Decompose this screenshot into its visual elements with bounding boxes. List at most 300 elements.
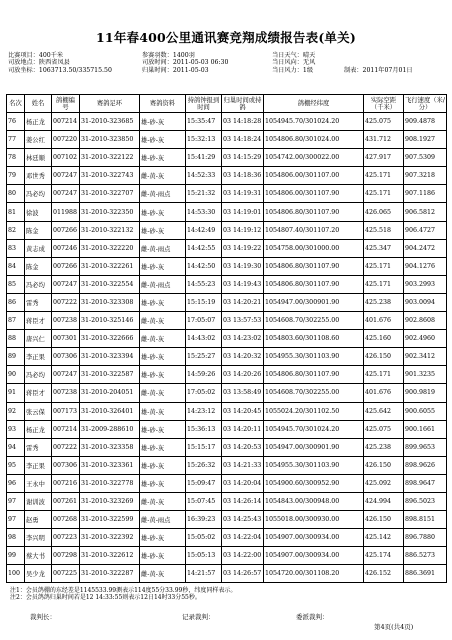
cell-distance: 401.676 <box>364 384 404 402</box>
cell-return-time: 03 14:18:36 <box>222 167 264 185</box>
table-row <box>7 456 447 474</box>
cell-rank: 83 <box>7 239 25 257</box>
cell-rank: 100 <box>7 565 25 583</box>
col-coords: 鸽棚经纬度 <box>264 95 364 113</box>
cell-bird-info: 雄-砂-灰 <box>140 529 186 547</box>
col-bird-info: 赛鸽资料 <box>140 95 186 113</box>
cell-ring: 31-2010-322707 <box>80 185 140 203</box>
cell-ring: 31-2010-323685 <box>80 113 140 131</box>
sig-commissioned-judge: 委派裁判： <box>296 613 329 621</box>
cell-rank: 90 <box>7 366 25 384</box>
cell-clock-time: 15:09:47 <box>186 474 222 492</box>
cell-name: 吴少龙 <box>25 565 52 583</box>
cell-coords: 1054806.80/301107.90 <box>264 275 364 293</box>
cell-loft-id: 007222 <box>52 438 80 456</box>
cell-ring: 31-2010-326401 <box>80 402 140 420</box>
cell-speed: 886.5273 <box>404 547 447 565</box>
col-return-time: 归巢时间或持鸽 <box>222 95 264 113</box>
table-row <box>7 257 447 275</box>
table-row <box>7 239 447 257</box>
cell-speed: 900.1661 <box>404 420 447 438</box>
cell-name: 姜公红 <box>25 131 52 149</box>
cell-rank: 96 <box>7 474 25 492</box>
cell-rank: 88 <box>7 330 25 348</box>
cell-ring: 31-2010-325146 <box>80 312 140 330</box>
cell-speed: 902.4960 <box>404 330 447 348</box>
cell-loft-id: 007301 <box>52 330 80 348</box>
col-clock-time: 持鸽钟报到时间 <box>186 95 222 113</box>
table-row <box>7 565 447 583</box>
cell-clock-time: 15:26:32 <box>186 456 222 474</box>
cell-speed: 907.1186 <box>404 185 447 203</box>
cell-distance: 425.518 <box>364 221 404 239</box>
cell-loft-id: 007216 <box>52 474 80 492</box>
cell-loft-id: 007306 <box>52 456 80 474</box>
cell-ring: 31-2010-322587 <box>80 366 140 384</box>
meta-release-coords: 司放坐标：1063713.50/335715.50 <box>8 66 112 74</box>
footnote-2: 注2：会员鸽鸽归巢时间若是12 14:33:55则表示12日14时33分55秒。 <box>10 594 201 601</box>
cell-distance: 425.075 <box>364 113 404 131</box>
cell-speed: 908.1927 <box>404 131 447 149</box>
cell-distance: 425.075 <box>364 420 404 438</box>
cell-return-time: 03 13:57:53 <box>222 312 264 330</box>
cell-rank: 92 <box>7 402 25 420</box>
cell-clock-time: 14:42:55 <box>186 239 222 257</box>
cell-ring: 31-2010-323358 <box>80 438 140 456</box>
cell-return-time: 03 14:15:29 <box>222 149 264 167</box>
col-name: 姓名 <box>25 95 52 113</box>
cell-return-time: 03 14:19:43 <box>222 275 264 293</box>
cell-rank: 97 <box>7 492 25 510</box>
table-row <box>7 131 447 149</box>
cell-ring: 31-2010-322350 <box>80 203 140 221</box>
cell-loft-id: 007225 <box>52 565 80 583</box>
cell-speed: 898.8151 <box>404 511 447 529</box>
cell-distance: 425.092 <box>364 474 404 492</box>
cell-bird-info: 雄-砂-灰 <box>140 474 186 492</box>
col-rank: 名次 <box>7 95 25 113</box>
footnotes <box>10 587 236 601</box>
cell-bird-info: 雄-砂-灰 <box>140 113 186 131</box>
cell-rank: 99 <box>7 547 25 565</box>
table-body <box>7 113 447 583</box>
cell-clock-time: 15:05:02 <box>186 529 222 547</box>
cell-coords: 1054806.80/301107.90 <box>264 257 364 275</box>
cell-rank: 79 <box>7 167 25 185</box>
cell-bird-info: 雌-黄-雨点 <box>140 511 186 529</box>
table-row <box>7 547 447 565</box>
cell-return-time: 03 14:21:33 <box>222 456 264 474</box>
col-ring: 赛鸽足环 <box>80 95 140 113</box>
cell-distance: 425.160 <box>364 330 404 348</box>
cell-clock-time: 14:53:30 <box>186 203 222 221</box>
cell-loft-id: 007266 <box>52 221 80 239</box>
cell-distance: 401.676 <box>364 312 404 330</box>
cell-coords: 1054806.80/301024.00 <box>264 131 364 149</box>
meta-entries: 参赛羽数：1400羽 <box>142 52 195 59</box>
cell-clock-time: 14:55:23 <box>186 275 222 293</box>
cell-name: 黄志成 <box>25 239 52 257</box>
table-row <box>7 529 447 547</box>
cell-return-time: 03 14:19:01 <box>222 203 264 221</box>
cell-return-time: 03 14:19:22 <box>222 239 264 257</box>
cell-name: 徐波 <box>25 203 52 221</box>
cell-loft-id: 007261 <box>52 492 80 510</box>
cell-rank: 89 <box>7 348 25 366</box>
cell-return-time: 03 14:18:24 <box>222 131 264 149</box>
cell-rank: 97 <box>7 511 25 529</box>
cell-name: 冯必均 <box>25 185 52 203</box>
table-row <box>7 420 447 438</box>
cell-bird-info: 雄-砂-灰 <box>140 438 186 456</box>
cell-coords: 1054945.70/301024.20 <box>264 420 364 438</box>
cell-clock-time: 14:59:26 <box>186 366 222 384</box>
cell-loft-id: 007222 <box>52 293 80 311</box>
cell-name: 林廷顺 <box>25 149 52 167</box>
cell-coords: 1054806.00/301107.90 <box>264 185 364 203</box>
cell-bird-info: 雌-黄-灰 <box>140 565 186 583</box>
cell-speed: 898.9647 <box>404 474 447 492</box>
cell-bird-info: 雌-黄-灰 <box>140 330 186 348</box>
cell-distance: 425.347 <box>364 239 404 257</box>
table-row <box>7 203 447 221</box>
cell-distance: 426.150 <box>364 511 404 529</box>
cell-name: 雷秀 <box>25 438 52 456</box>
cell-clock-time: 15:15:19 <box>186 293 222 311</box>
cell-ring: 31-2010-323269 <box>80 492 140 510</box>
cell-name: 李兴明 <box>25 529 52 547</box>
meta-release-time: 司放时间：2011-05-03 06:30 <box>142 59 229 67</box>
cell-coords: 1054803.60/301108.60 <box>264 330 364 348</box>
cell-bird-info: 雌-黄-灰 <box>140 384 186 402</box>
cell-distance: 431.712 <box>364 131 404 149</box>
cell-ring: 31-2010-322287 <box>80 565 140 583</box>
cell-clock-time: 15:25:27 <box>186 348 222 366</box>
cell-return-time: 03 14:22:04 <box>222 529 264 547</box>
cell-return-time: 03 14:19:12 <box>222 221 264 239</box>
meta-row-2 <box>8 59 444 66</box>
cell-name: 张云保 <box>25 402 52 420</box>
cell-bird-info: 雄-砂-灰 <box>140 131 186 149</box>
cell-bird-info: 雌-黄-雨点 <box>140 185 186 203</box>
cell-name: 赵勇 <box>25 511 52 529</box>
cell-clock-time: 14:23:12 <box>186 402 222 420</box>
cell-return-time: 03 14:22:00 <box>222 547 264 565</box>
cell-ring: 31-2010-204051 <box>80 384 140 402</box>
cell-coords: 1054945.70/301024.20 <box>264 113 364 131</box>
cell-return-time: 03 14:20:04 <box>222 474 264 492</box>
cell-distance: 426.152 <box>364 565 404 583</box>
cell-name: 冯必均 <box>25 366 52 384</box>
table-row <box>7 149 447 167</box>
cell-name: 雷秀 <box>25 293 52 311</box>
cell-distance: 425.171 <box>364 275 404 293</box>
cell-loft-id: 007247 <box>52 185 80 203</box>
cell-coords: 1054947.00/300901.90 <box>264 438 364 456</box>
cell-bird-info: 雄-砂-灰 <box>140 348 186 366</box>
cell-return-time: 03 14:23:02 <box>222 330 264 348</box>
cell-ring: 31-2010-322778 <box>80 474 140 492</box>
cell-name: 谢训波 <box>25 492 52 510</box>
cell-ring: 31-2010-322743 <box>80 167 140 185</box>
cell-loft-id: 007268 <box>52 511 80 529</box>
cell-distance: 425.174 <box>364 547 404 565</box>
meta-weather: 当日天气：晴天 <box>272 52 316 59</box>
cell-clock-time: 14:52:33 <box>186 167 222 185</box>
cell-coords: 1054907.00/300934.00 <box>264 529 364 547</box>
cell-speed: 903.0094 <box>404 293 447 311</box>
cell-coords: 1054900.60/300952.90 <box>264 474 364 492</box>
cell-speed: 906.4727 <box>404 221 447 239</box>
meta-event: 比赛项目：400千米 <box>8 52 64 59</box>
table-row <box>7 384 447 402</box>
cell-coords: 1054742.00/300022.00 <box>264 149 364 167</box>
cell-return-time: 03 14:19:31 <box>222 185 264 203</box>
table-row <box>7 438 447 456</box>
cell-speed: 900.6055 <box>404 402 447 420</box>
cell-coords: 1054720.00/301108.20 <box>264 565 364 583</box>
cell-distance: 425.171 <box>364 167 404 185</box>
cell-ring: 31-2010-323850 <box>80 131 140 149</box>
cell-rank: 95 <box>7 456 25 474</box>
cell-name: 陈金 <box>25 257 52 275</box>
table-row <box>7 511 447 529</box>
cell-name: 陈金 <box>25 221 52 239</box>
cell-return-time: 03 14:20:32 <box>222 348 264 366</box>
cell-loft-id: 007298 <box>52 547 80 565</box>
table-row <box>7 366 447 384</box>
cell-clock-time: 17:05:07 <box>186 312 222 330</box>
table-row <box>7 113 447 131</box>
cell-name: 李正果 <box>25 348 52 366</box>
cell-ring: 31-2010-322392 <box>80 529 140 547</box>
table-row <box>7 492 447 510</box>
cell-rank: 77 <box>7 131 25 149</box>
cell-name: 冯必均 <box>25 275 52 293</box>
meta-wind-direction: 当日风向：无风 <box>272 59 316 67</box>
cell-coords: 1054907.00/300934.00 <box>264 547 364 565</box>
cell-loft-id: 007247 <box>52 275 80 293</box>
cell-rank: 78 <box>7 149 25 167</box>
cell-rank: 93 <box>7 420 25 438</box>
cell-return-time: 03 14:20:11 <box>222 420 264 438</box>
cell-loft-id: 007214 <box>52 420 80 438</box>
table-row <box>7 185 447 203</box>
cell-rank: 84 <box>7 257 25 275</box>
cell-name: 蒋臣才 <box>25 384 52 402</box>
cell-loft-id: 007220 <box>52 131 80 149</box>
table-row <box>7 348 447 366</box>
cell-distance: 425.171 <box>364 257 404 275</box>
cell-return-time: 03 14:18:28 <box>222 113 264 131</box>
page-indicator: 第4页(共4页) <box>374 623 414 631</box>
cell-ring: 31-2010-322261 <box>80 257 140 275</box>
cell-distance: 426.150 <box>364 348 404 366</box>
cell-name: 蒋臣才 <box>25 312 52 330</box>
table-row <box>7 474 447 492</box>
cell-distance: 425.642 <box>364 402 404 420</box>
footnote-1: 注1：会员鸽棚的东经差是1145533.99测表示114度55分33.99秒，纬度同样表示。 <box>10 587 237 594</box>
cell-clock-time: 14:42:49 <box>186 221 222 239</box>
meta-row-3 <box>8 67 444 74</box>
cell-bird-info: 雄-砂-灰 <box>140 203 186 221</box>
table-row <box>7 312 447 330</box>
cell-speed: 904.2472 <box>404 239 447 257</box>
cell-return-time: 03 14:20:45 <box>222 402 264 420</box>
sig-record-judge: 记录裁判： <box>182 613 215 621</box>
cell-return-time: 03 14:20:26 <box>222 366 264 384</box>
cell-loft-id: 007223 <box>52 529 80 547</box>
cell-ring: 31-2010-322554 <box>80 275 140 293</box>
cell-speed: 896.5023 <box>404 492 447 510</box>
cell-bird-info: 雄-砂-灰 <box>140 149 186 167</box>
cell-clock-time: 17:05:02 <box>186 384 222 402</box>
cell-clock-time: 15:35:47 <box>186 113 222 131</box>
cell-ring: 31-2010-322666 <box>80 330 140 348</box>
cell-bird-info: 雌-黄-灰 <box>140 312 186 330</box>
cell-loft-id: 007247 <box>52 167 80 185</box>
meta-wind-force: 当日风力：1级 <box>272 66 314 74</box>
cell-coords: 1054955.30/301103.90 <box>264 456 364 474</box>
cell-rank: 91 <box>7 384 25 402</box>
cell-clock-time: 15:07:45 <box>186 492 222 510</box>
sig-chief-judge: 裁判长： <box>30 613 56 621</box>
cell-coords: 1055018.00/300930.00 <box>264 511 364 529</box>
cell-speed: 898.9626 <box>404 456 447 474</box>
cell-speed: 899.9653 <box>404 438 447 456</box>
cell-coords: 1054608.70/302255.00 <box>264 312 364 330</box>
cell-name: 杨正龙 <box>25 113 52 131</box>
cell-coords: 1054806.80/301107.90 <box>264 203 364 221</box>
cell-distance: 425.238 <box>364 293 404 311</box>
cell-distance: 427.917 <box>364 149 404 167</box>
meta-table-date: 制表：2011年07月01日 <box>344 66 413 74</box>
cell-speed: 906.5812 <box>404 203 447 221</box>
cell-distance: 425.238 <box>364 438 404 456</box>
cell-bird-info: 雄-砂-灰 <box>140 366 186 384</box>
table-row <box>7 221 447 239</box>
table-row <box>7 293 447 311</box>
cell-return-time: 03 14:26:14 <box>222 492 264 510</box>
cell-loft-id: 007306 <box>52 348 80 366</box>
cell-distance: 425.142 <box>364 529 404 547</box>
cell-clock-time: 15:15:17 <box>186 438 222 456</box>
cell-loft-id: 007173 <box>52 402 80 420</box>
cell-loft-id: 011988 <box>52 203 80 221</box>
cell-coords: 1054955.30/301103.90 <box>264 348 364 366</box>
cell-rank: 76 <box>7 113 25 131</box>
table-row <box>7 275 447 293</box>
cell-speed: 902.8608 <box>404 312 447 330</box>
cell-rank: 82 <box>7 221 25 239</box>
cell-ring: 31-2010-323394 <box>80 348 140 366</box>
cell-return-time: 03 14:19:30 <box>222 257 264 275</box>
cell-return-time: 03 14:20:21 <box>222 293 264 311</box>
cell-speed: 886.3691 <box>404 565 447 583</box>
cell-rank: 81 <box>7 203 25 221</box>
cell-speed: 901.3235 <box>404 366 447 384</box>
cell-clock-time: 14:21:57 <box>186 565 222 583</box>
cell-loft-id: 007238 <box>52 384 80 402</box>
cell-bird-info: 雌-黄-灰 <box>140 492 186 510</box>
cell-name: 李正果 <box>25 456 52 474</box>
cell-bird-info: 雄-砂-灰 <box>140 293 186 311</box>
report-meta <box>8 52 444 74</box>
cell-name: 杨正龙 <box>25 420 52 438</box>
cell-speed: 903.2993 <box>404 275 447 293</box>
cell-coords: 1054758.00/301000.00 <box>264 239 364 257</box>
cell-loft-id: 007266 <box>52 257 80 275</box>
cell-bird-info: 雄-黄-灰 <box>140 402 186 420</box>
cell-coords: 1054806.00/301107.00 <box>264 167 364 185</box>
cell-coords: 1054806.80/301107.90 <box>264 366 364 384</box>
cell-clock-time: 14:42:50 <box>186 257 222 275</box>
cell-name: 唐兴仁 <box>25 330 52 348</box>
cell-ring: 31-2010-322612 <box>80 547 140 565</box>
cell-bird-info: 雄-砂-灰 <box>140 456 186 474</box>
cell-clock-time: 15:21:32 <box>186 185 222 203</box>
cell-distance: 426.150 <box>364 456 404 474</box>
col-distance: 实际空距（千米） <box>364 95 404 113</box>
cell-bird-info: 雄-砂-灰 <box>140 420 186 438</box>
cell-coords: 1054947.00/300901.90 <box>264 293 364 311</box>
cell-ring: 31-2010-322220 <box>80 239 140 257</box>
cell-ring: 31-2010-322599 <box>80 511 140 529</box>
cell-distance: 424.994 <box>364 492 404 510</box>
results-table <box>6 94 447 583</box>
cell-return-time: 03 14:25:43 <box>222 511 264 529</box>
table-header-row <box>7 95 447 113</box>
cell-name: 邓世秀 <box>25 167 52 185</box>
cell-rank: 98 <box>7 529 25 547</box>
cell-speed: 900.9819 <box>404 384 447 402</box>
meta-release-location: 司放地点：陕西省凤县 <box>8 59 70 67</box>
report-title: 11年春400公里通讯赛竞翔成绩报告表(单关) <box>96 30 356 45</box>
cell-loft-id: 007238 <box>52 312 80 330</box>
cell-rank: 85 <box>7 275 25 293</box>
cell-clock-time: 16:39:23 <box>186 511 222 529</box>
col-loft-id: 鸽棚编号 <box>52 95 80 113</box>
cell-return-time: 03 14:26:57 <box>222 565 264 583</box>
cell-clock-time: 14:43:02 <box>186 330 222 348</box>
cell-loft-id: 007247 <box>52 366 80 384</box>
cell-ring: 31-2009-288610 <box>80 420 140 438</box>
cell-clock-time: 15:36:13 <box>186 420 222 438</box>
cell-rank: 87 <box>7 312 25 330</box>
cell-bird-info: 雌-黄-雨点 <box>140 239 186 257</box>
cell-speed: 907.5309 <box>404 149 447 167</box>
cell-loft-id: 007214 <box>52 113 80 131</box>
cell-distance: 425.171 <box>364 185 404 203</box>
cell-loft-id: 007102 <box>52 149 80 167</box>
cell-distance: 426.065 <box>364 203 404 221</box>
cell-clock-time: 15:41:29 <box>186 149 222 167</box>
table-row <box>7 330 447 348</box>
meta-return-date: 归巢时间：2011-05-03 <box>142 66 209 74</box>
cell-name: 蔡大书 <box>25 547 52 565</box>
cell-speed: 909.4878 <box>404 113 447 131</box>
cell-speed: 907.3218 <box>404 167 447 185</box>
cell-rank: 80 <box>7 185 25 203</box>
cell-speed: 896.7880 <box>404 529 447 547</box>
table-row <box>7 167 447 185</box>
col-speed: 飞行速度（米/分） <box>405 96 445 111</box>
cell-coords: 1055024.20/301102.50 <box>264 402 364 420</box>
cell-bird-info: 雌-黄-雨点 <box>140 275 186 293</box>
cell-coords: 1054608.70/302255.00 <box>264 384 364 402</box>
cell-speed: 902.3412 <box>404 348 447 366</box>
cell-ring: 31-2010-323308 <box>80 293 140 311</box>
